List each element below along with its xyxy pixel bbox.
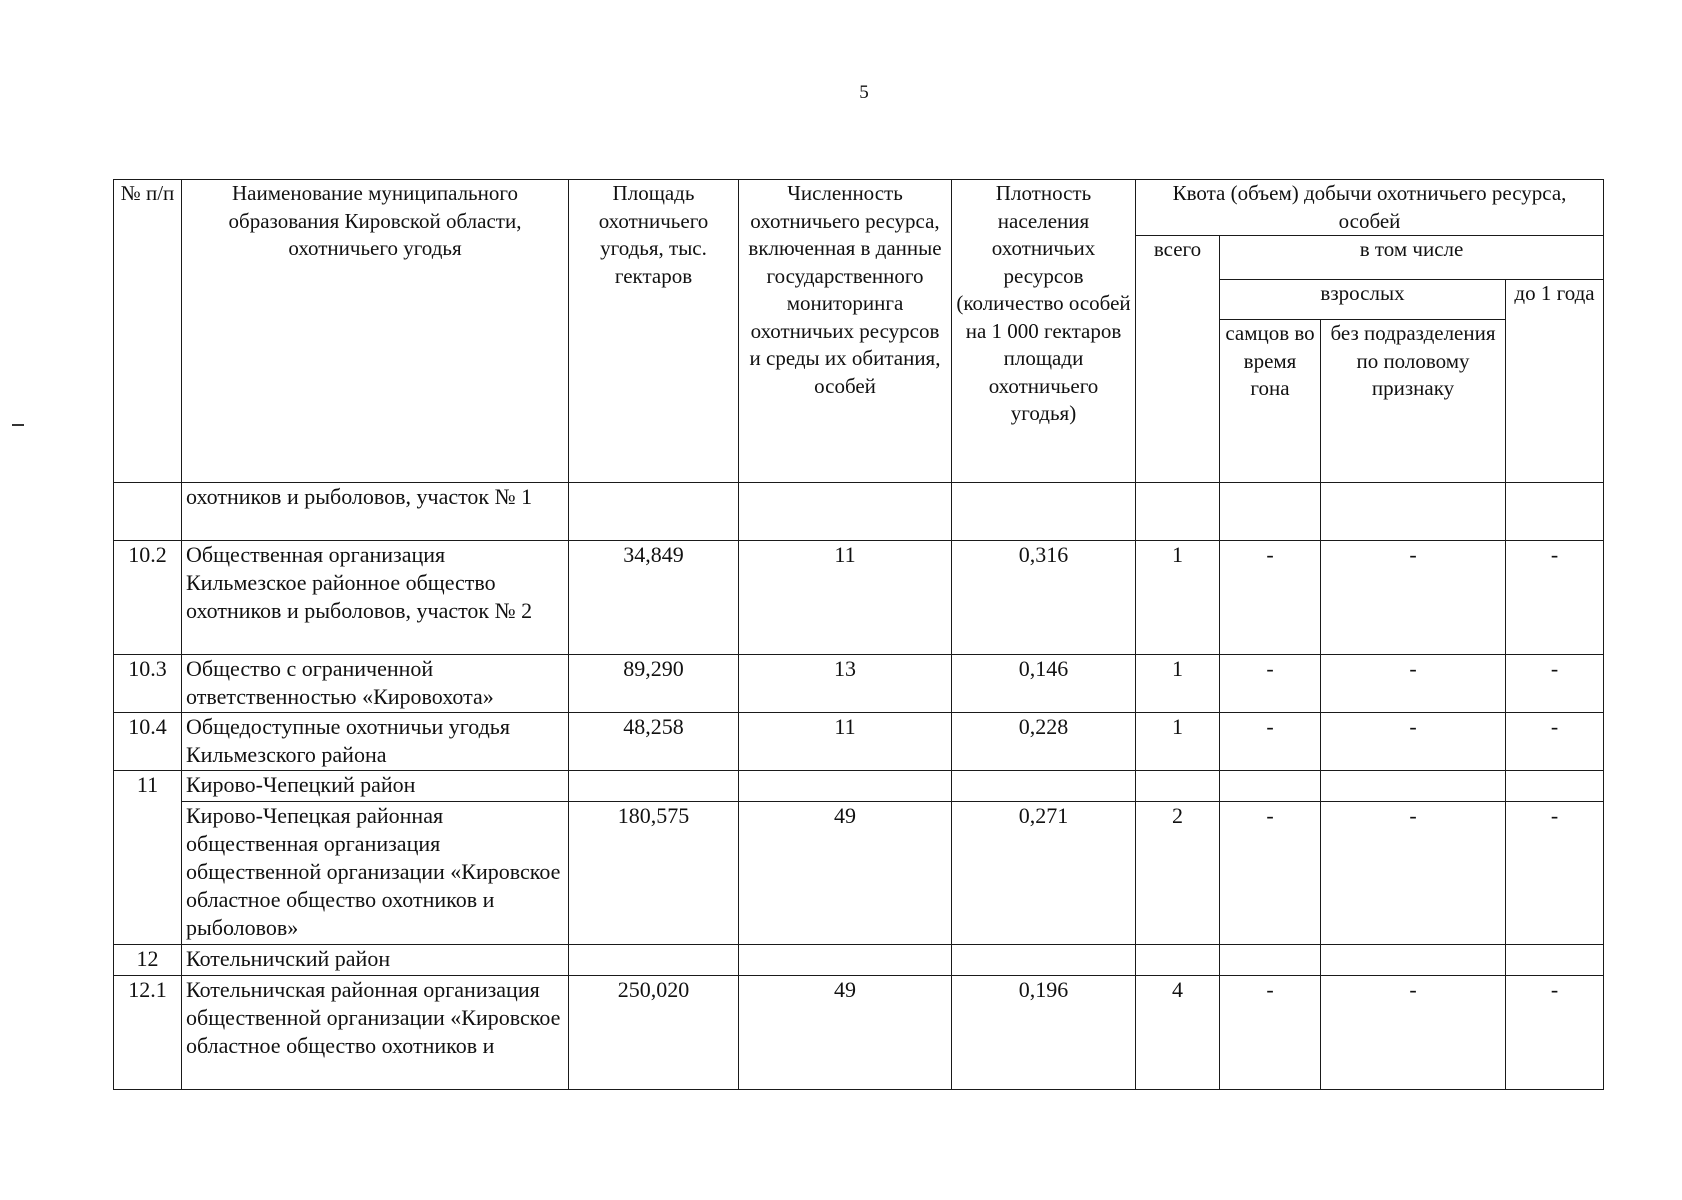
cell-count xyxy=(739,945,952,976)
cell-density: 0,196 xyxy=(952,976,1136,1090)
header-density: Плотность населения охотничьих ресурсов (количество особей на 1 000 гектаров площади охотничьего угодья) xyxy=(952,180,1136,483)
cell-name: Кирово-Чепецкая районная общественная организация общественной организации «Кировское областное общество охотников и рыболовов» xyxy=(182,802,569,945)
cell-total xyxy=(1136,771,1220,802)
cell-young xyxy=(1506,771,1604,802)
cell-density xyxy=(952,945,1136,976)
table-body xyxy=(114,483,1604,1090)
table-row xyxy=(114,713,1604,771)
cell-young: - xyxy=(1506,541,1604,655)
cell-total: 1 xyxy=(1136,655,1220,713)
quota-table xyxy=(113,179,1604,1090)
cell-no-sex: - xyxy=(1321,713,1506,771)
cell-area xyxy=(569,483,739,541)
cell-young: - xyxy=(1506,976,1604,1090)
cell-total xyxy=(1136,945,1220,976)
cell-no-sex: - xyxy=(1321,802,1506,945)
cell-name: Котельничская районная организация общественной организации «Кировское областное общество охотников и xyxy=(182,976,569,1090)
table-row xyxy=(114,945,1604,976)
cell-density: 0,146 xyxy=(952,655,1136,713)
cell-density xyxy=(952,483,1136,541)
cell-males xyxy=(1220,945,1321,976)
cell-name: Кирово-Чепецкий район xyxy=(182,771,569,802)
table-row xyxy=(114,976,1604,1090)
cell-males: - xyxy=(1220,976,1321,1090)
header-name: Наименование муниципального образования Кировской области, охотничьего угодья xyxy=(182,180,569,483)
cell-name: охотников и рыболовов, участок № 1 xyxy=(182,483,569,541)
table-header xyxy=(114,180,1604,483)
header-under-1-year: до 1 года xyxy=(1506,280,1604,483)
cell-name: Общественная организация Кильмезское районное общество охотников и рыболовов, участок № 2 xyxy=(182,541,569,655)
cell-males: - xyxy=(1220,713,1321,771)
cell-num: 11 xyxy=(114,771,182,945)
cell-total: 2 xyxy=(1136,802,1220,945)
cell-num: 12 xyxy=(114,945,182,976)
header-including: в том числе xyxy=(1220,236,1604,280)
cell-count: 11 xyxy=(739,541,952,655)
cell-no-sex: - xyxy=(1321,976,1506,1090)
cell-young: - xyxy=(1506,802,1604,945)
header-quota: Квота (объем) добычи охотничьего ресурса, особей xyxy=(1136,180,1604,236)
cell-males: - xyxy=(1220,655,1321,713)
cell-name: Общедоступные охотничьи угодья Кильмезского района xyxy=(182,713,569,771)
header-no-sex: без подразделения по половому признаку xyxy=(1321,320,1506,483)
cell-count: 49 xyxy=(739,802,952,945)
cell-total xyxy=(1136,483,1220,541)
cell-area: 89,290 xyxy=(569,655,739,713)
cell-no-sex xyxy=(1321,945,1506,976)
scan-mark xyxy=(12,424,24,426)
header-adults: взрослых xyxy=(1220,280,1506,320)
header-area: Площадь охотничьего угодья, тыс. гектаров xyxy=(569,180,739,483)
cell-num xyxy=(114,483,182,541)
table-row xyxy=(114,655,1604,713)
cell-num: 12.1 xyxy=(114,976,182,1090)
table-row xyxy=(114,771,1604,802)
cell-males xyxy=(1220,771,1321,802)
cell-males: - xyxy=(1220,802,1321,945)
cell-num: 10.3 xyxy=(114,655,182,713)
cell-no-sex: - xyxy=(1321,655,1506,713)
cell-young: - xyxy=(1506,655,1604,713)
table-row xyxy=(114,541,1604,655)
cell-count xyxy=(739,771,952,802)
cell-count: 49 xyxy=(739,976,952,1090)
page-number: 5 xyxy=(859,82,869,103)
cell-area: 250,020 xyxy=(569,976,739,1090)
cell-count: 13 xyxy=(739,655,952,713)
cell-total: 4 xyxy=(1136,976,1220,1090)
cell-no-sex xyxy=(1321,771,1506,802)
cell-num: 10.2 xyxy=(114,541,182,655)
cell-count: 11 xyxy=(739,713,952,771)
cell-density: 0,228 xyxy=(952,713,1136,771)
cell-area: 48,258 xyxy=(569,713,739,771)
cell-num: 10.4 xyxy=(114,713,182,771)
cell-density: 0,316 xyxy=(952,541,1136,655)
cell-area xyxy=(569,771,739,802)
header-males-rut: самцов во время гона xyxy=(1220,320,1321,483)
cell-area: 180,575 xyxy=(569,802,739,945)
cell-density: 0,271 xyxy=(952,802,1136,945)
cell-males: - xyxy=(1220,541,1321,655)
cell-young xyxy=(1506,483,1604,541)
table-row xyxy=(114,802,1604,945)
header-count: Численность охотничьего ресурса, включенная в данные государственного мониторинга охотничьих ресурсов и среды их обитания, особей xyxy=(739,180,952,483)
cell-young xyxy=(1506,945,1604,976)
cell-total: 1 xyxy=(1136,541,1220,655)
cell-no-sex: - xyxy=(1321,541,1506,655)
cell-density xyxy=(952,771,1136,802)
cell-young: - xyxy=(1506,713,1604,771)
header-total: всего xyxy=(1136,236,1220,483)
cell-name: Общество с ограниченной ответственностью «Кировохота» xyxy=(182,655,569,713)
cell-total: 1 xyxy=(1136,713,1220,771)
cell-no-sex xyxy=(1321,483,1506,541)
table-row xyxy=(114,483,1604,541)
cell-area xyxy=(569,945,739,976)
cell-males xyxy=(1220,483,1321,541)
cell-name: Котельничский район xyxy=(182,945,569,976)
cell-count xyxy=(739,483,952,541)
cell-area: 34,849 xyxy=(569,541,739,655)
header-num: № п/п xyxy=(114,180,182,483)
